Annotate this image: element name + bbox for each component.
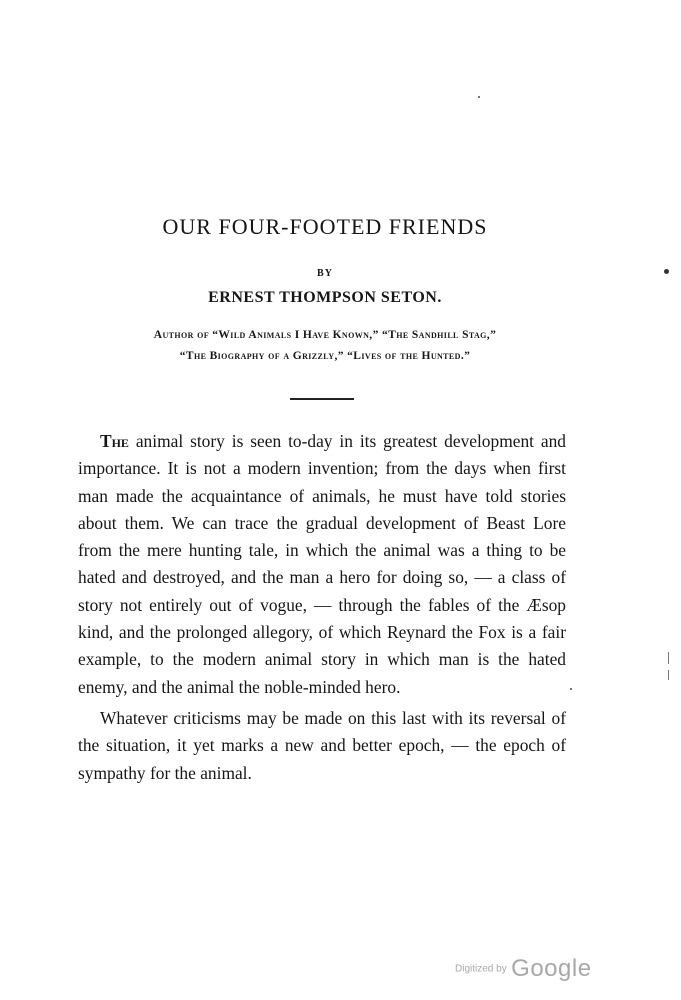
paragraph-1-text: animal story is seen to-day in its greatest development and importance. It is not a modern invention; from the days when first man made the acquaintance of animals, he must have told stories about them. We can trace the gradual development of Beast Lore from the mere hunting tale, in which the animal was a thing to be hated and destroyed, and the man a hero for doing so, — a class of story not entirely out of vogue, — through the fables of the Æsop kind, and the prolonged allegory, of which Reynard the Fox is a fair example, to the modern animal story in which man is the hated enemy, and the animal the noble-minded hero. [78,431,566,697]
paragraph-2: Whatever criticisms may be made on this last with its reversal of the situation, it yet marks a new and better epoch, — the epoch of sympathy for the animal. [78,707,566,783]
watermark-prefix: Digitized by [455,963,507,975]
paragraph-1 [78,428,566,701]
page-title: OUR FOUR-FOOTED FRIENDS [162,214,488,239]
scan-speck-1 [478,96,480,98]
section-divider [290,398,354,400]
byline-label: BY [317,268,333,279]
author-credits-line-2: “The Biography of a Grizzly,” “Lives of the Hunted.” [179,350,471,362]
scan-mark-1 [668,652,669,664]
google-logo: Google [511,955,592,982]
scan-ink-dot [664,269,669,274]
author-name: ERNEST THOMPSON SETON. [208,289,442,306]
author-credits-line-1: Author of “Wild Animals I Have Known,” “The Sandhill Stag,” [153,329,497,341]
body-text [78,428,566,787]
scan-speck-2 [570,688,572,690]
digitized-watermark [455,955,592,983]
scan-mark-2 [668,670,669,680]
paragraph-1-dropword: The [100,431,129,451]
